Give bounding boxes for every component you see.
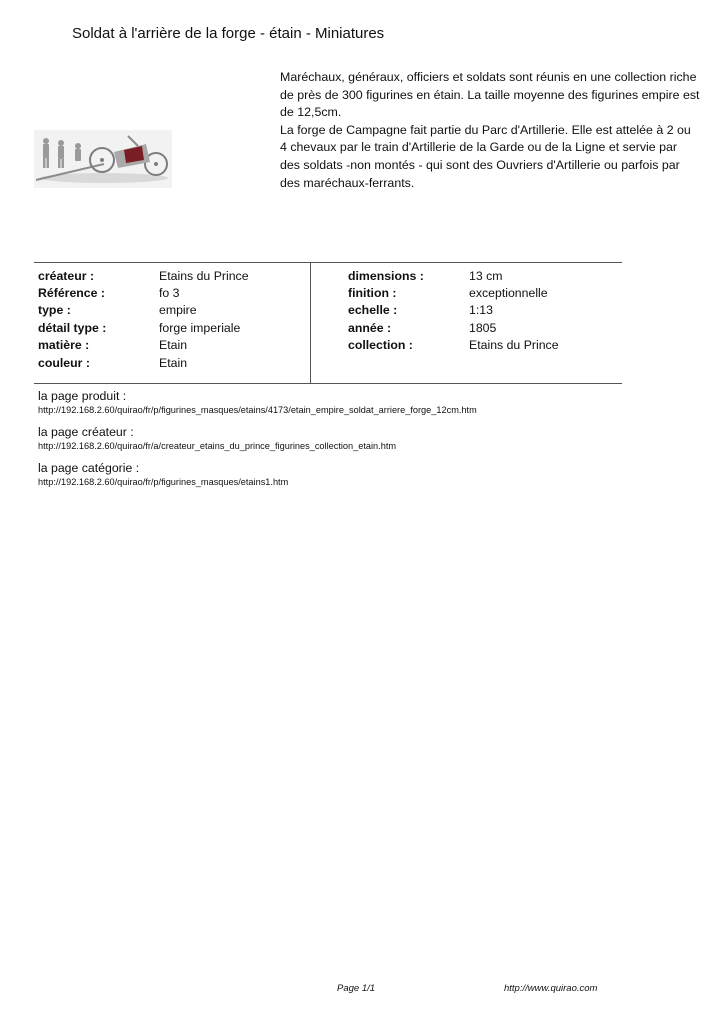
- link-label: la page catégorie :: [38, 461, 140, 475]
- spec-value: 1805: [469, 320, 497, 335]
- link-section: [38, 389, 698, 497]
- spec-label: finition :: [348, 286, 397, 301]
- spec-row-echelle: [348, 302, 559, 319]
- spec-label: type :: [38, 303, 71, 318]
- category-page-url[interactable]: http://192.168.2.60/quirao/fr/p/figurines_masques/etains1.htm: [38, 477, 289, 487]
- spec-row-matiere: [38, 337, 249, 354]
- spec-row-createur: [38, 267, 249, 284]
- spec-label: dimensions :: [348, 268, 424, 283]
- link-product-page: [38, 389, 698, 416]
- spec-row-detail-type: [38, 319, 249, 336]
- spec-label: echelle :: [348, 303, 398, 318]
- link-label: la page produit :: [38, 389, 127, 403]
- creator-page-url[interactable]: http://192.168.2.60/quirao/fr/a/createur_etains_du_prince_figurines_collection_etain.htm: [38, 441, 397, 451]
- spec-value: Etain: [159, 355, 188, 370]
- spec-label: matière :: [38, 338, 90, 353]
- page-title: Soldat à l'arrière de la forge - étain - Miniatures: [72, 25, 385, 42]
- spec-value: exceptionnelle: [469, 286, 548, 301]
- spec-row-finition: [348, 284, 559, 301]
- spec-row-annee: [348, 319, 559, 336]
- description-paragraph: Maréchaux, généraux, officiers et soldats sont réunis en une collection riche de près de 300 figurines en étain. La taille moyenne des figurines empire est de 12,5cm.: [280, 70, 700, 120]
- spec-value: fo 3: [159, 286, 180, 301]
- spec-label: année :: [348, 320, 392, 335]
- spec-value: Etains du Prince: [159, 268, 249, 283]
- spec-row-dimensions: [348, 267, 559, 284]
- spec-row-reference: [38, 284, 249, 301]
- site-url[interactable]: http://www.quirao.com: [504, 983, 598, 994]
- product-page-url[interactable]: http://192.168.2.60/quirao/fr/p/figurines_masques/etains/4173/etain_empire_soldat_arriere_forge_12cm.htm: [38, 405, 477, 415]
- spec-value: Etains du Prince: [469, 338, 559, 353]
- spec-row-couleur: [38, 354, 249, 371]
- spec-label: créateur :: [38, 268, 95, 283]
- product-photo: [34, 130, 172, 188]
- spec-table: [34, 262, 622, 384]
- spec-value: 1:13: [469, 303, 493, 318]
- column-divider: [310, 263, 311, 383]
- link-category-page: [38, 461, 698, 488]
- spec-column-right: [348, 267, 559, 354]
- description-paragraph: La forge de Campagne fait partie du Parc d'Artillerie. Elle est attelée à 2 ou 4 chevaux par le train d'Artillerie de la Garde ou de la Ligne et servie par des soldats -non montés - qui sont des Ouvriers d'Artillerie ou parfois par des maréchaux-ferrants.: [280, 122, 691, 190]
- link-creator-page: [38, 425, 698, 452]
- spec-value: 13 cm: [469, 268, 503, 283]
- spec-value: forge imperiale: [159, 320, 241, 335]
- spec-row-collection: [348, 337, 559, 354]
- spec-label: couleur :: [38, 355, 90, 370]
- product-description: [280, 69, 700, 192]
- spec-label: collection :: [348, 338, 413, 353]
- link-label: la page créateur :: [38, 425, 134, 439]
- spec-value: Etain: [159, 338, 188, 353]
- page-number: Page 1/1: [337, 983, 376, 994]
- spec-label: détail type :: [38, 320, 107, 335]
- spec-column-left: [38, 267, 249, 371]
- spec-label: Référence :: [38, 286, 105, 301]
- spec-value: empire: [159, 303, 197, 318]
- spec-row-type: [38, 302, 249, 319]
